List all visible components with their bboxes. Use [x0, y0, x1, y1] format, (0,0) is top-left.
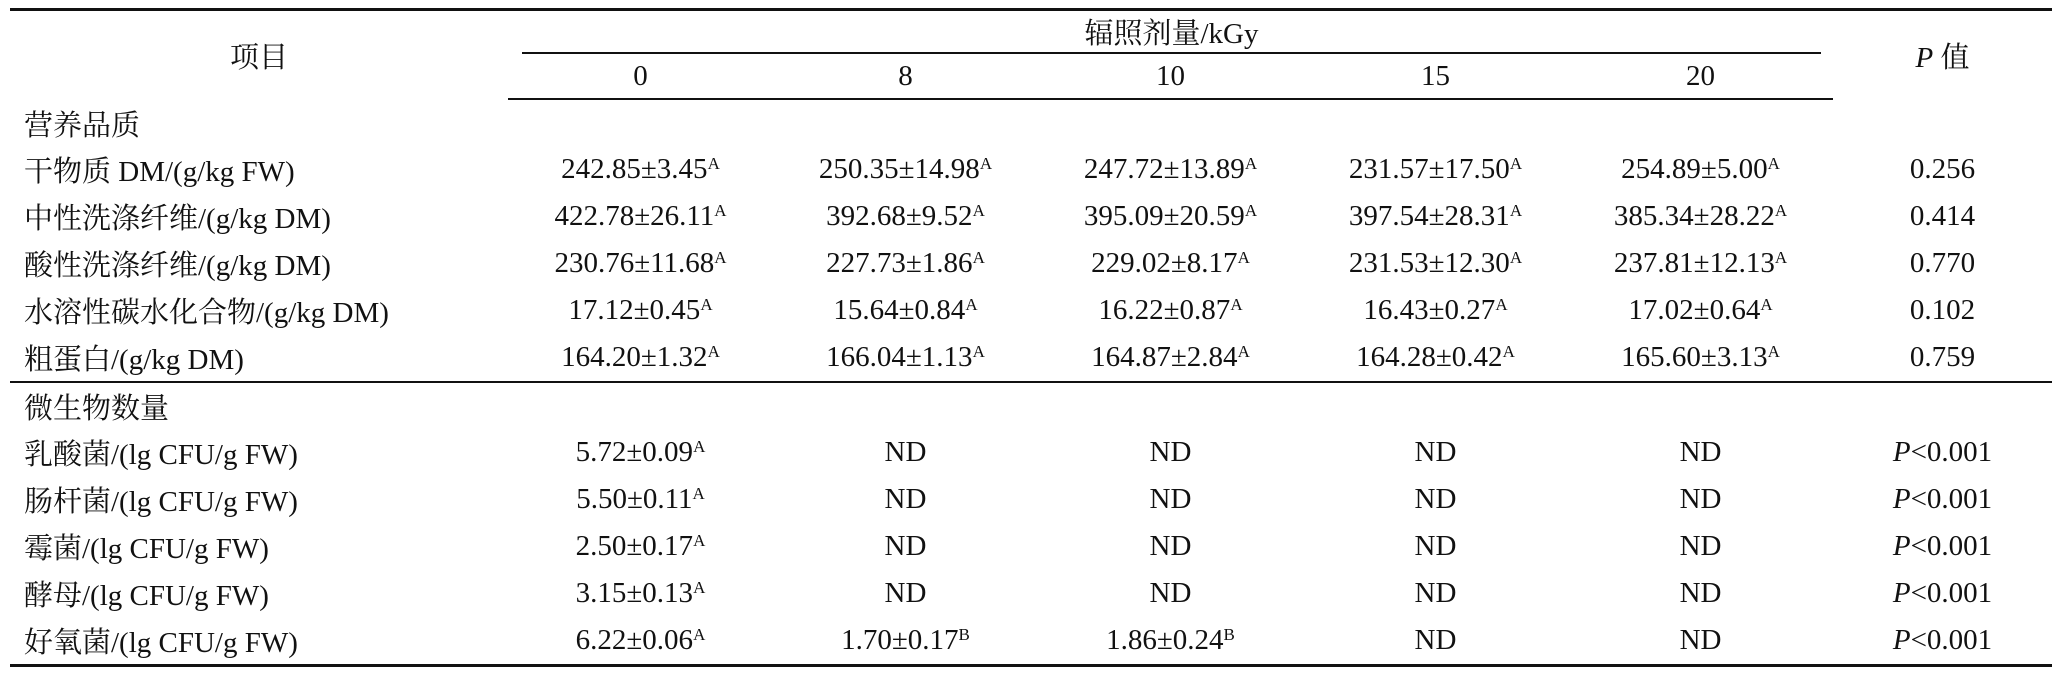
value-text: 250.35±14.98: [818, 153, 980, 185]
value-cell: [773, 476, 1038, 523]
value-cell: [773, 570, 1038, 617]
significance-letter: A: [1767, 154, 1780, 174]
section-title: 营养品质: [24, 109, 141, 142]
value-cell: [773, 429, 1038, 476]
value-text: 227.73±1.86: [826, 247, 973, 279]
table-row: [10, 334, 2052, 382]
section-header-row: [10, 382, 2052, 429]
value-cell: [1568, 240, 1833, 287]
dose-group-label: 辐照剂量/kGy: [522, 11, 1821, 54]
significance-letter: A: [1237, 248, 1250, 268]
value-text: 16.22±0.87: [1098, 294, 1231, 326]
value-text: ND: [1414, 483, 1457, 515]
p-value-cell: [1833, 146, 2052, 193]
significance-letter: A: [979, 154, 993, 174]
value-text: 164.87±2.84: [1091, 341, 1238, 373]
value-text: 1.70±0.17: [841, 624, 959, 656]
value-text: ND: [884, 577, 927, 609]
significance-letter: A: [1774, 201, 1788, 221]
column-header-item: 项目: [10, 10, 508, 100]
p-value-cell: [1833, 193, 2052, 240]
significance-letter: A: [1244, 201, 1258, 221]
value-cell: [1038, 523, 1303, 570]
p-value: <0.001: [1910, 577, 1993, 609]
value-cell: [1303, 429, 1568, 476]
header-row-top: [10, 10, 2052, 55]
p-value: 0.414: [1909, 200, 1976, 232]
value-cell: [773, 617, 1038, 666]
p-value: 0.770: [1909, 247, 1976, 279]
value-text: 1.86±0.24: [1106, 624, 1224, 656]
value-cell: [1568, 193, 1833, 240]
significance-letter: A: [1774, 248, 1788, 268]
value-cell: [1568, 146, 1833, 193]
value-text: 165.60±3.13: [1621, 341, 1768, 373]
dose-0: 0: [508, 54, 773, 99]
table-row: [10, 193, 2052, 240]
value-text: ND: [884, 436, 927, 468]
row-label: 粗蛋白/(g/kg DM): [10, 334, 508, 382]
significance-letter: A: [1502, 342, 1515, 362]
p-symbol: P: [1892, 436, 1911, 468]
significance-letter: B: [958, 625, 970, 645]
significance-letter: A: [693, 531, 706, 551]
significance-letter: A: [1509, 154, 1523, 174]
p-value-cell: [1833, 523, 2052, 570]
significance-letter: A: [1244, 154, 1258, 174]
value-cell: [1303, 287, 1568, 334]
value-text: ND: [884, 483, 927, 515]
value-text: 397.54±28.31: [1348, 200, 1510, 232]
value-text: ND: [1679, 577, 1722, 609]
significance-letter: A: [972, 248, 985, 268]
value-cell: [508, 287, 773, 334]
significance-letter: A: [1495, 295, 1508, 315]
p-value: <0.001: [1910, 483, 1993, 515]
value-text: 5.72±0.09: [575, 436, 694, 468]
value-text: 237.81±12.13: [1613, 247, 1775, 279]
value-text: ND: [1149, 577, 1192, 609]
value-cell: [1568, 476, 1833, 523]
significance-letter: A: [714, 201, 727, 221]
value-cell: [1038, 146, 1303, 193]
value-cell: [773, 334, 1038, 382]
value-text: 395.09±20.59: [1083, 200, 1245, 232]
column-header-p-value: P 值: [1833, 10, 2052, 100]
value-cell: [1303, 570, 1568, 617]
value-text: 164.28±0.42: [1356, 341, 1503, 373]
value-cell: [1303, 523, 1568, 570]
value-cell: [508, 146, 773, 193]
value-text: 230.76±11.68: [554, 247, 715, 279]
value-text: ND: [884, 530, 927, 562]
value-text: ND: [1679, 530, 1722, 562]
p-value-cell: [1833, 617, 2052, 666]
section-title: 微生物数量: [24, 392, 170, 425]
value-cell: [1568, 617, 1833, 666]
value-cell: [773, 193, 1038, 240]
value-cell: [1303, 146, 1568, 193]
significance-letter: A: [693, 437, 706, 457]
row-label: 中性洗涤纤维/(g/kg DM): [24, 203, 331, 235]
value-text: 2.50±0.17: [575, 530, 694, 562]
table-row: [10, 570, 2052, 617]
p-value: <0.001: [1910, 624, 1993, 656]
value-text: 392.68±9.52: [826, 200, 973, 232]
value-text: ND: [1414, 577, 1457, 609]
value-text: ND: [1149, 436, 1192, 468]
value-cell: [773, 146, 1038, 193]
value-cell: [1303, 193, 1568, 240]
value-text: 385.34±28.22: [1613, 200, 1775, 232]
p-value-cell: [1833, 287, 2052, 334]
column-header-dose-group: [508, 10, 1833, 55]
value-text: ND: [1679, 624, 1722, 656]
value-cell: [1568, 334, 1833, 382]
p-symbol: P: [1892, 624, 1911, 656]
table-row: [10, 476, 2052, 523]
value-text: ND: [1414, 530, 1457, 562]
significance-letter: A: [693, 578, 706, 598]
value-cell: [1568, 429, 1833, 476]
p-value: 0.102: [1909, 294, 1976, 326]
significance-letter: A: [1509, 201, 1523, 221]
value-text: 5.50±0.11: [576, 483, 693, 515]
value-cell: [508, 240, 773, 287]
row-label: 乳酸菌/(lg CFU/g FW): [24, 439, 298, 471]
value-cell: [1038, 240, 1303, 287]
row-label: 好氧菌/(lg CFU/g FW): [10, 617, 508, 666]
significance-letter: A: [1230, 295, 1243, 315]
p-value-cell: [1833, 570, 2052, 617]
value-text: 231.57±17.50: [1348, 153, 1510, 185]
value-text: ND: [1149, 530, 1192, 562]
value-cell: [1038, 334, 1303, 382]
value-text: ND: [1149, 483, 1192, 515]
row-label: 水溶性碳水化合物/(g/kg DM): [24, 297, 389, 329]
value-text: 422.78±26.11: [554, 200, 715, 232]
value-cell: [508, 429, 773, 476]
section-header-row: [10, 99, 2052, 146]
value-cell: [1303, 476, 1568, 523]
dose-10: 10: [1038, 54, 1303, 99]
p-value: 0.256: [1909, 153, 1976, 185]
value-cell: [1038, 570, 1303, 617]
value-text: ND: [1414, 436, 1457, 468]
value-text: 247.72±13.89: [1083, 153, 1245, 185]
p-value: <0.001: [1910, 436, 1993, 468]
value-cell: [508, 523, 773, 570]
significance-letter: A: [972, 201, 985, 221]
value-cell: [1038, 476, 1303, 523]
value-cell: [773, 240, 1038, 287]
value-cell: [508, 476, 773, 523]
significance-letter: A: [693, 625, 706, 645]
value-text: 6.22±0.06: [575, 624, 694, 656]
significance-letter: A: [1767, 342, 1780, 362]
p-value: 0.759: [1909, 341, 1976, 373]
dose-15: 15: [1303, 54, 1568, 99]
value-text: 166.04±1.13: [826, 341, 973, 373]
results-table: [10, 8, 2052, 667]
significance-letter: A: [700, 295, 713, 315]
significance-letter: A: [707, 342, 720, 362]
value-cell: [1568, 287, 1833, 334]
row-label: 酸性洗涤纤维/(g/kg DM): [24, 250, 331, 282]
value-cell: [1038, 429, 1303, 476]
value-cell: [1568, 523, 1833, 570]
value-text: 17.12±0.45: [568, 294, 701, 326]
significance-letter: A: [1760, 295, 1773, 315]
significance-letter: A: [714, 248, 727, 268]
value-cell: [508, 617, 773, 666]
significance-letter: A: [1237, 342, 1250, 362]
dose-20: 20: [1568, 54, 1833, 99]
significance-letter: A: [1509, 248, 1523, 268]
value-cell: [1568, 570, 1833, 617]
value-cell: [1038, 617, 1303, 666]
significance-letter: A: [692, 484, 705, 504]
value-text: 15.64±0.84: [833, 294, 966, 326]
table-row: [10, 146, 2052, 193]
value-text: ND: [1679, 483, 1722, 515]
value-text: ND: [1679, 436, 1722, 468]
row-label: 酵母/(lg CFU/g FW): [24, 580, 269, 612]
value-cell: [1038, 193, 1303, 240]
significance-letter: A: [707, 154, 720, 174]
p-value-cell: [1833, 476, 2052, 523]
p-value: <0.001: [1910, 530, 1993, 562]
value-cell: [508, 193, 773, 240]
value-cell: [1303, 240, 1568, 287]
value-text: 3.15±0.13: [575, 577, 694, 609]
p-value-cell: [1833, 429, 2052, 476]
p-symbol: P: [1892, 530, 1911, 562]
table-body: [10, 99, 2052, 666]
value-text: 17.02±0.64: [1628, 294, 1761, 326]
value-cell: [508, 334, 773, 382]
value-cell: [773, 287, 1038, 334]
value-text: 164.20±1.32: [561, 341, 708, 373]
p-symbol: P: [1892, 483, 1911, 515]
value-text: 229.02±8.17: [1091, 247, 1238, 279]
dose-8: 8: [773, 54, 1038, 99]
value-cell: [1303, 617, 1568, 666]
row-label: 干物质 DM/(g/kg FW): [24, 156, 295, 188]
significance-letter: A: [972, 342, 985, 362]
p-symbol: P: [1892, 577, 1911, 609]
significance-letter: A: [965, 295, 978, 315]
value-cell: [1303, 334, 1568, 382]
row-label: 肠杆菌/(lg CFU/g FW): [24, 486, 298, 518]
value-text: 231.53±12.30: [1348, 247, 1510, 279]
table-row: [10, 429, 2052, 476]
value-cell: [773, 523, 1038, 570]
table-row: [10, 523, 2052, 570]
p-value-cell: [1833, 334, 2052, 382]
value-cell: [508, 570, 773, 617]
value-cell: [1038, 287, 1303, 334]
value-text: ND: [1414, 624, 1457, 656]
p-value-cell: [1833, 240, 2052, 287]
table-row: [10, 240, 2052, 287]
table-row: [10, 617, 2052, 666]
value-text: 242.85±3.45: [561, 153, 708, 185]
value-text: 16.43±0.27: [1363, 294, 1496, 326]
row-label: 霉菌/(lg CFU/g FW): [24, 533, 269, 565]
value-text: 254.89±5.00: [1621, 153, 1768, 185]
table-row: [10, 287, 2052, 334]
significance-letter: B: [1223, 625, 1235, 645]
